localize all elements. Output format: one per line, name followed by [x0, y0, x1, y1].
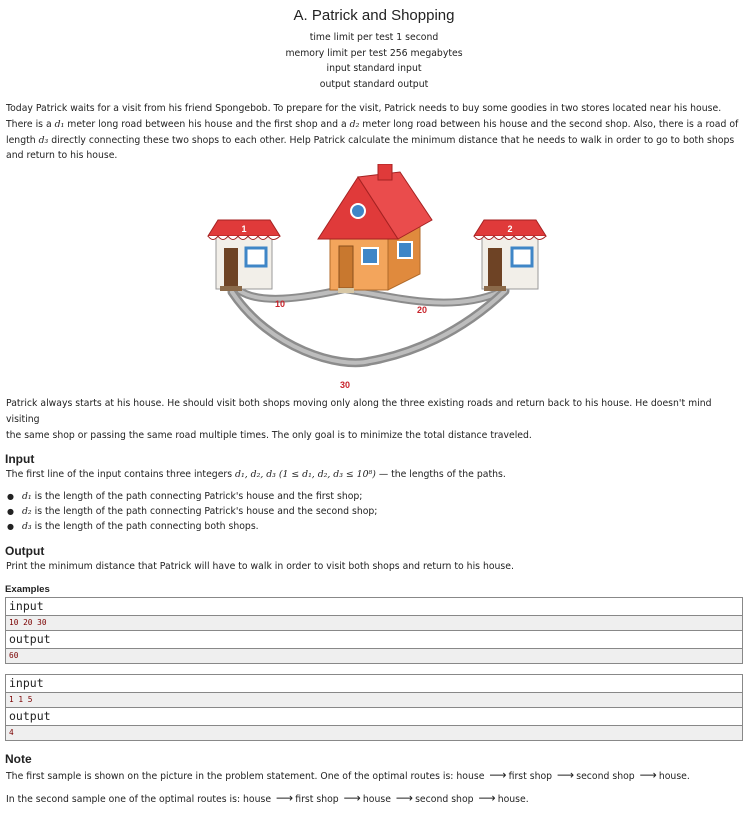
problem-page: [0, 7, 748, 819]
note-line-1: The first sample is shown on the picture in the problem statement. One of the optimal routes is: house ⟶ first shop ⟶ second shop ⟶ house.: [6, 767, 690, 782]
example-2-input-label: input: [6, 675, 742, 693]
example-1-input-value: 10 20 30: [6, 616, 742, 631]
houses-figure: [0, 164, 748, 396]
arrow-icon: ⟶: [478, 791, 496, 806]
arrow-icon: ⟶: [276, 791, 294, 806]
problem-title: A. Patrick and Shopping: [293, 7, 455, 24]
example-2-input-value: 1 1 5: [6, 693, 742, 708]
example-2-output-label: output: [6, 708, 742, 726]
statement-paragraph-1: Today Patrick waits for a visit from his friend Spongebob. To prepare for the visit, Patrick needs to buy some goodies in two stores located near his house. There is a d₁ meter long road between his house and the first shop and a d₂ meter long road between his house and the second shop. Also, there is a road of length d₃ directly connecting these two shops to each other. Help Patrick calculate the minimum distance that he needs to walk in order to go to both shops and return to his house.: [6, 103, 739, 162]
example-2-output-value: 4: [6, 726, 742, 740]
shop-1-label: 1: [241, 224, 247, 235]
input-description: The first line of the input contains three integers d₁, d₂, d₃ (1 ≤ d₁, d₂, d₃ ≤ 10⁸) — the lengths of the paths.: [6, 469, 506, 481]
arrow-icon: ⟶: [343, 791, 361, 806]
statement-paragraph-2: Patrick always starts at his house. He should visit both shops moving only along the three existing roads and return back to his house. He doesn't mind visiting the same shop or passing the same road multiple times. The only goal is to minimize the total distance traveled.: [6, 398, 712, 441]
example-1-input-label: input: [6, 598, 742, 616]
list-item: ● d₁ is the length of the path connecting Patrick's house and the first shop;: [7, 489, 748, 504]
arrow-icon: ⟶: [557, 767, 575, 782]
patrick-house: [318, 164, 432, 293]
note-line-2: In the second sample one of the optimal routes is: house ⟶ first shop ⟶ house ⟶ second shop ⟶ house.: [6, 791, 529, 806]
memory-limit: memory limit per test 256 megabytes: [285, 47, 463, 59]
example-1: [5, 597, 743, 664]
output-heading: Output: [5, 544, 45, 558]
input-heading: Input: [5, 452, 35, 467]
input-file: input standard input: [326, 63, 422, 75]
time-limit: time limit per test 1 second: [309, 32, 439, 43]
road-house-shop2: [345, 289, 500, 303]
shop-2-label: 2: [507, 224, 513, 235]
example-2: [5, 674, 743, 741]
input-bullet-list: [0, 489, 748, 534]
list-item: ● d₃ is the length of the path connecting both shops.: [7, 519, 748, 534]
examples-heading: Examples: [5, 583, 50, 595]
example-1-output-label: output: [6, 631, 742, 649]
output-file: output standard output: [319, 78, 429, 90]
arrow-icon: ⟶: [489, 767, 507, 782]
problem-limits: [0, 30, 748, 92]
output-description: Print the minimum distance that Patrick will have to walk in order to visit both shops and return to his house.: [6, 561, 514, 572]
arrow-icon: ⟶: [395, 791, 414, 806]
arrow-icon: ⟶: [639, 767, 657, 782]
list-item: ● d₂ is the length of the path connecting Patrick's house and the second shop;: [7, 504, 748, 519]
note-heading: Note: [5, 751, 32, 766]
road-house-shop1: [240, 289, 345, 299]
road-2-label: 20: [416, 305, 428, 316]
example-1-output-value: 60: [6, 649, 742, 663]
road-1-label: 10: [274, 299, 286, 310]
road-3-label: 30: [339, 380, 351, 391]
